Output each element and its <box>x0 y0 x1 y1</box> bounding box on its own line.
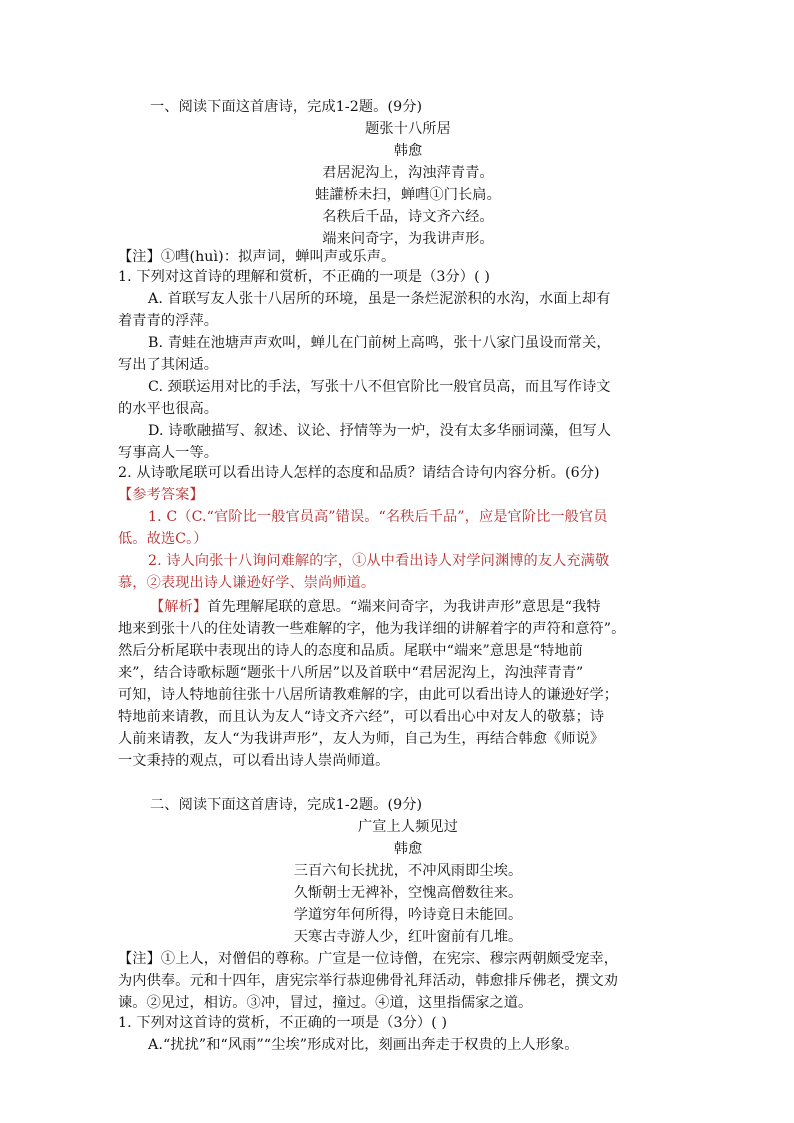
s1-option-c: C. 颈联运用对比的手法，写张十八不但官阶比一般官员高，而且写作诗文 <box>148 379 611 395</box>
poem2-note-cont: 为内供奉。元和十四年，唐宪宗举行恭迎佛骨礼拜活动，韩愈排斥佛老，撰文劝 <box>118 973 619 989</box>
s2-option-a: A.“扰扰”和“风雨”“尘埃”形成对比，刻画出奔走于权贵的上人形象。 <box>148 1037 579 1053</box>
section1-heading: 一、阅读下面这首唐诗，完成1-2题。(9分) <box>150 99 423 115</box>
analysis-line: 一文秉持的观点，可以看出诗人崇尚师道。 <box>118 753 390 769</box>
poem2-line: 久惭朝士无裨补，空愧高僧数往来。 <box>293 885 523 901</box>
answer-1: 1. C（C.“官阶比一般官员高”错误。“名秩后千品”，应是官阶比一般官员 <box>148 509 608 525</box>
s2-question-1: 1. 下列对这首诗的赏析，不正确的一项是（3分）( ) <box>118 1015 448 1031</box>
poem2-author: 韩愈 <box>393 841 423 857</box>
answer-1-cont: 低。故选C。） <box>118 531 208 547</box>
poem1-note: 【注】①嘒(huì)：拟声词，蝉叫声或乐声。 <box>118 249 396 265</box>
s1-question-1: 1. 下列对这首诗的理解和赏析，不正确的一项是（3分）( ) <box>118 269 490 285</box>
poem1-author: 韩愈 <box>393 143 423 159</box>
analysis-line: 特地前来请教，而且认为友人“诗文齐六经”，可以看出心中对友人的敬慕；诗 <box>118 709 605 725</box>
s1-option-a-cont: 着青青的浮萍。 <box>118 313 219 329</box>
answer-2-cont: 慕，②表现出诗人谦逊好学、崇尚师道。 <box>118 575 376 591</box>
poem2-note-cont: 谏。②见过，相访。③冲，冒过，撞过。④道，这里指儒家之道。 <box>118 995 533 1011</box>
poem1-title: 题张十八所居 <box>365 121 451 137</box>
answer-2: 2. 诗人向张十八询问难解的字，①从中看出诗人对学问渊博的友人充满敬 <box>148 553 610 569</box>
analysis-first-line <box>150 596 730 618</box>
analysis-text: 首先理解尾联的意思。“端来问奇字，为我讲声形”意思是“我特 <box>207 599 601 615</box>
analysis-line: 可知，诗人特地前往张十八居所请教难解的字，由此可以看出诗人的谦逊好学； <box>118 687 619 703</box>
s1-option-b-cont: 写出了其闲适。 <box>118 357 219 373</box>
section2-heading: 二、阅读下面这首唐诗，完成1-2题。(9分) <box>150 797 423 813</box>
poem2-line: 三百六旬长扰扰，不冲风雨即尘埃。 <box>293 863 523 879</box>
analysis-line: 地来到张十八的住处请教一些难解的字，他为我详细的讲解着字的声符和意符”。 <box>118 621 626 637</box>
poem2-line: 天寒古寺游人少，红叶窗前有几堆。 <box>293 929 523 945</box>
poem2-title: 广宣上人频见过 <box>357 819 458 835</box>
poem2-note: 【注】①上人，对僧侣的尊称。广宣是一位诗僧，在宪宗、穆宗两朝颇受宠幸， <box>118 951 619 967</box>
poem2-line: 学道穷年何所得，吟诗竟日未能回。 <box>293 907 523 923</box>
poem1-line: 端来问奇字，为我讲声形。 <box>322 231 494 247</box>
poem1-line: 蛙讙桥未扫，蝉嘒①门长扃。 <box>315 187 501 203</box>
analysis-line: 来”，结合诗歌标题“题张十八所居”以及首联中“君居泥沟上，沟浊萍青青” <box>118 665 584 681</box>
s1-option-a: A. 首联写友人张十八居所的环境，虽是一条烂泥淤积的水沟，水面上却有 <box>148 291 611 307</box>
poem1-line: 名秩后千品，诗文齐六经。 <box>322 209 494 225</box>
s1-option-d-cont: 写事高人一等。 <box>118 445 219 461</box>
s1-option-d: D. 诗歌融描写、叙述、议论、抒情等为一炉，没有太多华丽词藻，但写人 <box>148 423 612 439</box>
s1-option-b: B. 青蛙在池塘声声欢叫，蝉儿在门前树上高鸣，张十八家门虽设而常关， <box>148 335 611 351</box>
poem1-line: 君居泥沟上，沟浊萍青青。 <box>322 165 494 181</box>
analysis-line: 然后分析尾联中表现出的诗人的态度和品质。尾联中“端来”意思是“特地前 <box>118 643 583 659</box>
s1-option-c-cont: 的水平也很高。 <box>118 401 219 417</box>
analysis-label: 【解析】 <box>150 599 208 615</box>
reference-answer-label: 【参考答案】 <box>118 487 204 503</box>
s1-question-2: 2. 从诗歌尾联可以看出诗人怎样的态度和品质？请结合诗句内容分析。(6分) <box>118 465 600 481</box>
analysis-line: 人前来请教，友人“为我讲声形”，友人为师，自己为生，再结合韩愈《师说》 <box>118 731 605 747</box>
